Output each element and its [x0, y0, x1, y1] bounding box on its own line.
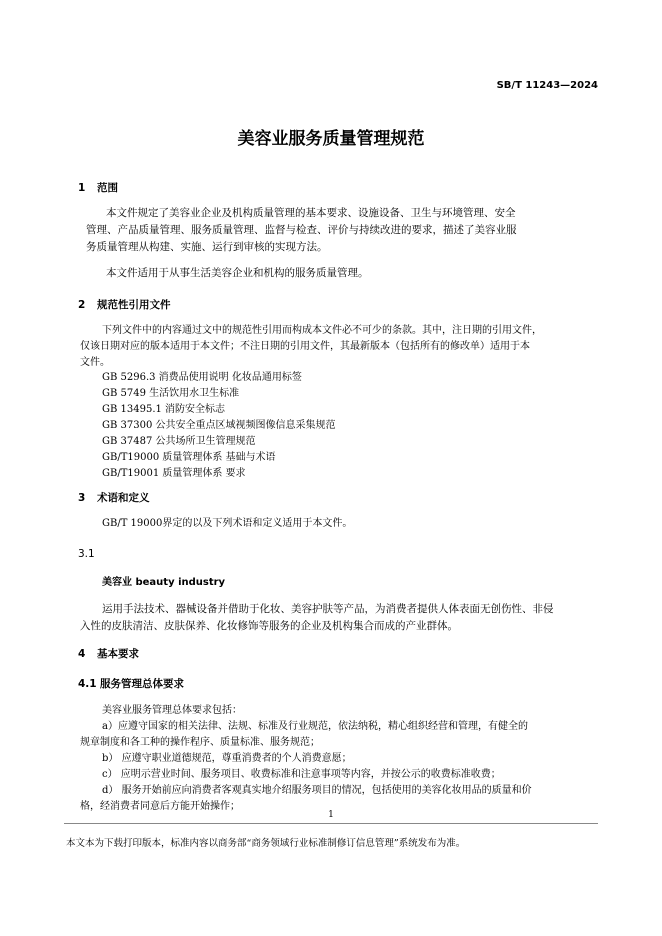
- paragraph-line: 本文件适用于从事生活美容企业和机构的服务质量管理。: [106, 267, 369, 279]
- subsection-heading: [78, 676, 184, 691]
- paragraph-line: 美容业服务管理总体要求包括：: [102, 705, 242, 716]
- paragraph-line: GB/T 19000界定的以及下列术语和定义适用于本文件。: [102, 518, 353, 529]
- definition-line: 运用手法技术、器械设备并借助于化妆、美容护肤等产品，为消费者提供人体表面无创伤性、非侵: [102, 603, 554, 615]
- footer-note: 本文本为下载打印版本，标准内容以商务部“商务领域行业标准制修订信息管理”系统发布为准。: [66, 838, 466, 849]
- reference-item: GB 13495.1 消防安全标志: [102, 404, 226, 415]
- section-title: 术语和定义: [97, 492, 150, 504]
- paragraph-line: 下列文件中的内容通过文中的规范性引用而构成本文件必不可少的条款。其中，注日期的引用文件，: [102, 325, 542, 336]
- paragraph-line: 仅该日期对应的版本适用于本文件；不注日期的引用文件，其最新版本（包括所有的修改单）适用于本: [80, 341, 530, 352]
- list-item-continuation: 规章制度和各工种的操作程序、质量标准、服务规范；: [80, 737, 320, 748]
- section-number: 1: [78, 182, 86, 194]
- term-entry: 美容业 beauty industry: [102, 577, 226, 588]
- reference-item: GB/T19001 质量管理体系 要求: [102, 468, 246, 479]
- page-number: 1: [328, 810, 334, 820]
- list-item-continuation: 格，经消费者同意后方能开始操作；: [80, 801, 240, 812]
- list-item: b） 应遵守职业道德规范，尊重消费者的个人消费意愿；: [102, 753, 352, 764]
- paragraph-line: 务质量管理从构建、实施、运行到审核的实现方法。: [86, 241, 328, 253]
- reference-item: GB 37300 公共安全重点区域视频图像信息采集规范: [102, 420, 336, 431]
- footer-divider: [64, 823, 598, 824]
- reference-item: GB/T19000 质量管理体系 基础与术语: [102, 452, 276, 463]
- section-heading: [78, 490, 150, 505]
- list-item: d） 服务开始前应向消费者客观真实地介绍服务项目的情况，包括使用的美容化妆用品的质量和价: [102, 785, 532, 796]
- list-item: a）应遵守国家的相关法律、法规、标准及行业规范，依法纳税，精心组织经营和管理，有健全的: [102, 721, 528, 732]
- reference-item: GB 5296.3 消费品使用说明 化妆品通用标签: [102, 372, 302, 383]
- section-heading: [78, 180, 118, 195]
- paragraph-line: 文件。: [80, 357, 110, 368]
- reference-item: GB 5749 生活饮用水卫生标准: [102, 388, 240, 399]
- list-item: c） 应明示营业时间、服务项目、收费标准和注意事项等内容，并按公示的收费标准收费；: [102, 769, 501, 780]
- section-heading: [78, 646, 139, 661]
- section-heading: [78, 297, 171, 312]
- section-number: 4: [78, 648, 86, 660]
- section-title: 基本要求: [97, 648, 139, 660]
- document-title: 美容业服务质量管理规范: [237, 129, 425, 149]
- section-number: 2: [78, 299, 86, 311]
- paragraph-line: 本文件规定了美容业企业及机构质量管理的基本要求、设施设备、卫生与环境管理、安全: [106, 207, 516, 219]
- term-number: 3.1: [78, 548, 95, 560]
- section-title: 范围: [97, 182, 118, 194]
- reference-item: GB 37487 公共场所卫生管理规范: [102, 436, 256, 447]
- standard-code: SB/T 11243—2024: [496, 80, 598, 91]
- subsection-title: 服务管理总体要求: [100, 678, 184, 690]
- section-number: 3: [78, 492, 86, 504]
- section-title: 规范性引用文件: [97, 299, 171, 311]
- subsection-number: 4.1: [78, 678, 97, 690]
- paragraph-line: 管理、产品质量管理、服务质量管理、监督与检查、评价与持续改进的要求，描述了美容业服: [86, 224, 517, 236]
- definition-line: 入性的皮肤清洁、皮肤保养、化妆修饰等服务的企业及机构集合而成的产业群体。: [80, 620, 458, 632]
